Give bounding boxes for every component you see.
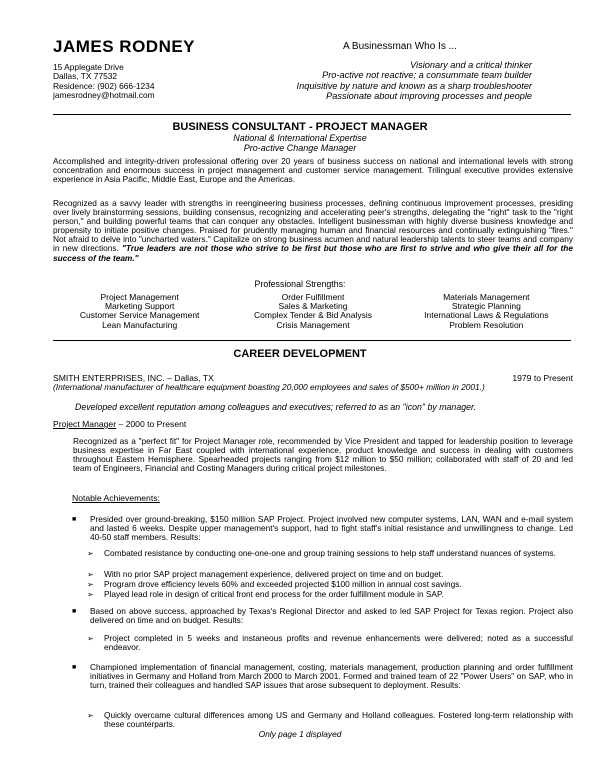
achievements-heading: Notable Achievements: [72,493,160,503]
strength-item: Complex Tender & Bid Analysis [254,310,372,321]
result-text: Program drove efficiency levels 60% and exceeded projected $100 million in annual cost savings. [104,579,462,589]
arrow-bullet-icon: ➢ [87,590,94,599]
result-text: Quickly overcame cultural differences among US and Germany and Holland colleagues. Fostered long-term relationship with these counterparts. [104,710,573,730]
leadership-quote: "True leaders are not those who strive to be first but those who are first to strive and who give their all for the success of the team." [53,243,573,263]
result-text: With no prior SAP project management experience, delivered project on time and on budget. [104,569,444,579]
strengths-heading: Professional Strengths: [254,279,346,289]
square-bullet-icon: ■ [72,664,77,671]
strength-item: Project Management [100,292,179,302]
claim-line: Passionate about improving processes and people [326,91,532,102]
city-line: Dallas, TX 77532 [53,71,118,82]
role-title: Project Manager [53,419,117,429]
role-dates: – 2000 to Present [116,419,187,429]
achievement-text: Based on above success, approached by Texas's Regional Director and asked to led SAP Project for Texas region. Project also delivered on time and on budget. Results: [90,606,573,626]
arrow-bullet-icon: ➢ [87,711,94,720]
arrow-bullet-icon: ➢ [87,570,94,579]
square-bullet-icon: ■ [72,608,77,615]
result-item [87,569,573,579]
achievement-text: Presided over ground-breaking, $150 million SAP Project. Project involved new computer systems, LAN, WAN and e-mail system and lasted 6 weeks. Despite upper management's support, had to fight staff's initial resistance and unwillingness to change. Led 40-50 staff members. Results: [90,514,573,543]
summary-paragraph-2 [53,199,573,263]
contact-info [53,63,155,100]
strength-item: Order Fulfillment [281,292,345,302]
strength-item: Problem Resolution [449,319,524,330]
result-item [87,579,573,589]
result-text: Combated resistance by conducting one-one-one and group training sessions to help staff understand nuances of systems. [104,548,556,558]
strength-item: Strategic Planning [451,301,521,312]
personal-claims [297,60,532,102]
strength-item: International Laws & Regulations [424,310,549,321]
summary-text: Recognized as a savvy leader with strengths in reengineering business processes, defining continuous improvement processes, presiding over lively brainstorming sessions, building consensus, recognizing and accelerating peer's strengths, delegating the "right" task to the "right person," and building powerful teams that can conquer any obstacles. Intelligent businessman with highly diverse business knowledge and propensity to initiate positive changes. Praised for prudently managing human and financial resources and continually extinguishing "fires." Not afraid to delve into "uncharted waters." Capitalize on strong business acumen and natural leadership talents to steer teams and company in new directions. [53,198,573,254]
arrow-bullet-icon: ➢ [87,580,94,589]
strength-item: Customer Service Management [79,310,200,321]
strength-item: Marketing Support [104,301,175,312]
role-line [53,419,186,429]
career-heading: CAREER DEVELOPMENT [233,348,367,360]
page-footer: Only page 1 displayed [258,729,342,739]
achievement-item [72,514,573,543]
claim-line: Visionary and a critical thinker [410,60,532,70]
result-item [87,710,573,730]
role-description: Recognized as a "perfect fit" for Project Manager role, recommended by Vice President and tapped for leadership position to leverage business expertise in Far East coupled with international experience, product knowledge and success in dealing with customers throughout Eastern Hemisphere. Spearheaded projects ranging from $12 million to $50 million; collaborated with staff of 20 and led team of Engineers, Financial and Costing Managers during critical project milestones. [73,436,573,474]
profile-subtitle: Pro-active Change Manager [243,143,357,153]
strength-item: Lean Manufacturing [102,319,178,330]
summary-paragraph: Accomplished and integrity-driven professional offering over 20 years of business success on national and international levels with strong concentration and enormous success in project management and customer service management. Trilingual executive provides extensive experience in Asia Pacific, Middle East, Europe and the Americas. [53,156,573,185]
profile-subtitle: National & International Expertise [233,133,367,143]
claim-line: Inquisitive by nature and known as a sharp troubleshooter [296,80,532,91]
employer-description: (International manufacturer of healthcare equipment boasting 20,000 employees and sales of $500+ million in 2001.) [53,382,485,392]
employer-name: SMITH ENTERPRISES, INC. – Dallas, TX [53,373,214,383]
career-highlight: Developed excellent reputation among colleagues and executives; referred to as an "icon" by manager. [75,402,477,412]
candidate-name: JAMES RODNEY [53,37,196,56]
result-item [87,633,573,653]
achievement-text: Championed implementation of financial management, costing, materials management, production planning and order fulfillment initiatives in Germany and Holland from March 2000 to March 2001. Formed and trained team of 22 "Power Users" on SAP, who in turn, trained their colleagues and handled SAP issues that arose subsequent to deployment. Results: [90,662,573,691]
result-item [87,589,573,599]
arrow-bullet-icon: ➢ [87,634,94,643]
divider [53,340,571,341]
strength-item: Sales & Marketing [278,301,348,312]
divider [53,114,571,115]
claim-line: Pro-active not reactive; a consummate team builder [322,70,532,81]
employment-dates: 1979 to Present [512,373,573,383]
strength-item: Crisis Management [276,319,350,330]
result-text: Played lead role in design of critical front end process for the order fulfillment module in SAP. [104,589,444,599]
arrow-bullet-icon: ➢ [87,549,94,558]
achievement-item [72,662,573,691]
strengths-grid [53,293,573,330]
achievement-item [72,606,573,626]
profile-title: BUSINESS CONSULTANT - PROJECT MANAGER [172,121,428,133]
tagline: A Businessman Who Is ... [343,41,457,52]
address-line: 15 Applegate Drive [53,62,124,72]
strength-item: Materials Management [443,292,530,302]
square-bullet-icon: ■ [72,516,77,523]
result-item [87,548,573,558]
email-line: jamesrodney@hotmail.com [53,89,155,100]
result-text: Project completed in 5 weeks and instaneous profits and revenue enhancements were delivered; noted as a successful endeavor. [104,633,573,653]
phone-line: Residence: (902) 666-1234 [53,80,155,91]
